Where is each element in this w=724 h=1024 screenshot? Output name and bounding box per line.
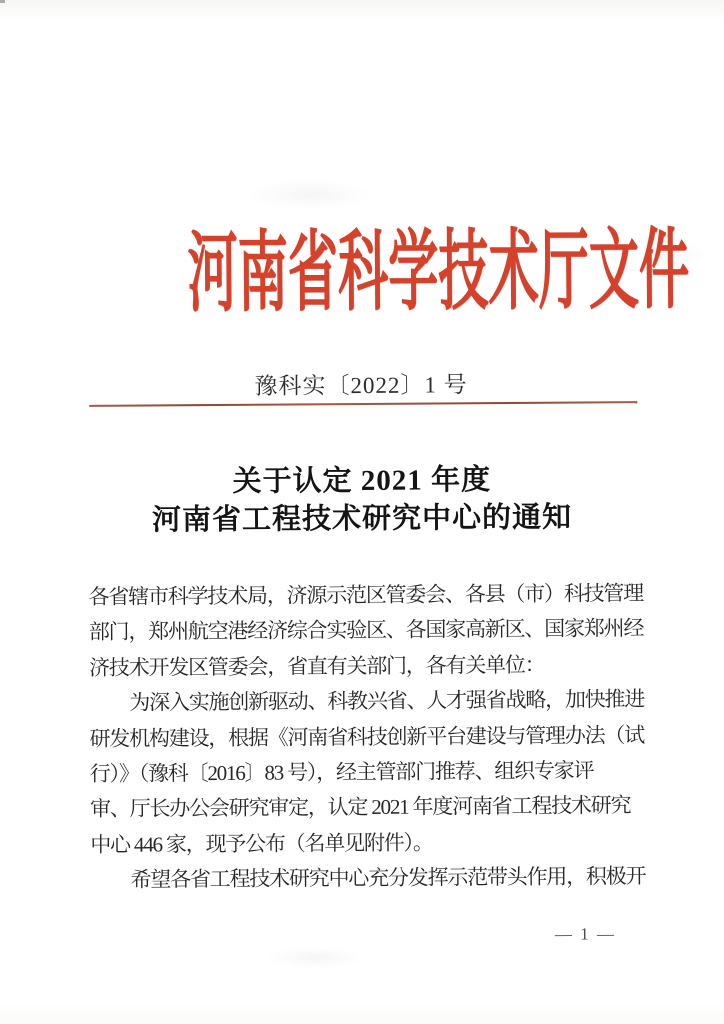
red-divider-rule	[89, 401, 637, 407]
body-line: 审、厅长办公会研究审定，认定 2021 年度河南省工程技术研究	[89, 793, 631, 822]
body-line: 希望各省工程技术研究中心充分发挥示范带头作用，积极开	[130, 864, 646, 892]
body-line: 各省辖市科学技术局，济源示范区管委会、各县（市）科技管理	[88, 581, 644, 609]
body-line: 部门，郑州航空港经济综合实验区、各国家高新区、国家郑州经	[88, 616, 644, 645]
body-line: 为深入实施创新驱动、科教兴省、人才强省战略，加快推进	[129, 687, 645, 715]
letterhead-title: 河南省科学技术厅文件	[187, 222, 690, 324]
page-number: — 1 —	[554, 924, 617, 944]
notice-title	[0, 459, 724, 540]
notice-title-line1: 关于认定 2021 年度	[232, 464, 492, 498]
letterhead-banner	[0, 222, 723, 324]
notice-title-line2: 河南省工程技术研究中心的通知	[151, 501, 573, 537]
body-text	[88, 576, 656, 898]
document-reference-number: 豫科实〔2022〕1 号	[254, 372, 468, 399]
body-line: 中心 446 家，现予公布（名单见附件）。	[90, 830, 433, 857]
body-line: 济技术开发区管委会，省直有关部门，各有关单位：	[88, 652, 545, 680]
body-line: 行）》（豫科〔2016〕83 号），经主管部门推荐、组织专家评	[89, 758, 594, 786]
body-line: 研发机构建设，根据《河南省科技创新平台建设与管理办法（试	[89, 722, 645, 751]
